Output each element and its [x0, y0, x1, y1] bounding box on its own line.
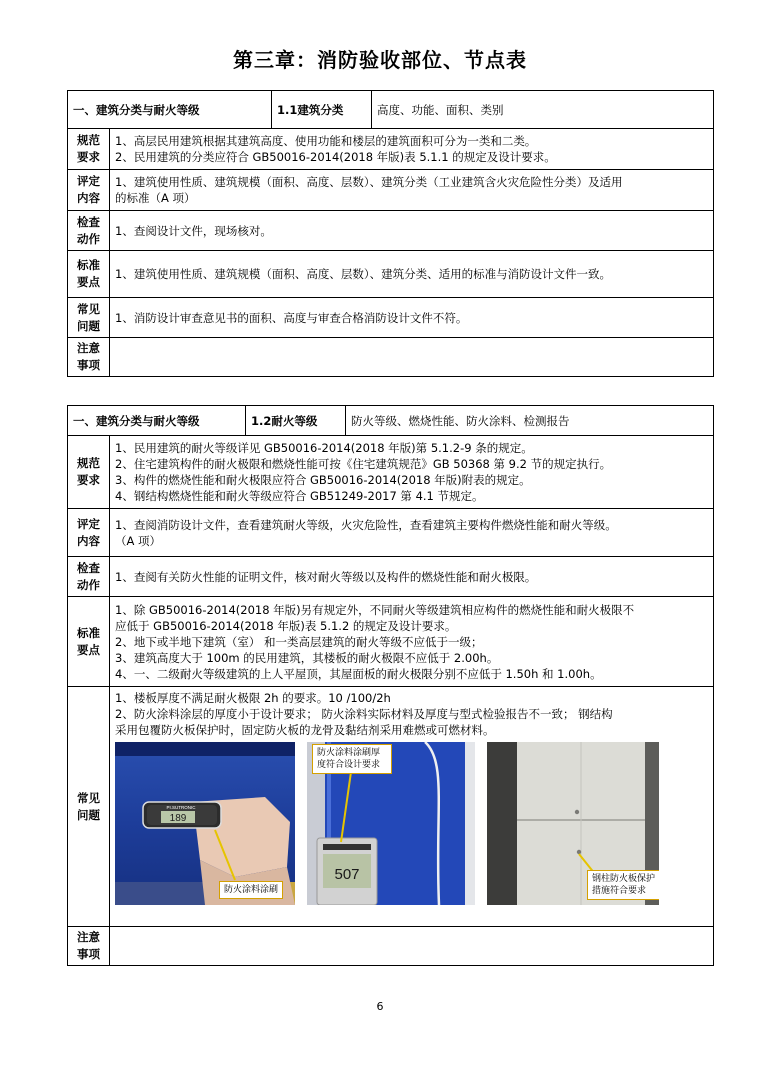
photo-strip: [115, 742, 708, 907]
table-row: [68, 557, 714, 597]
row-content: 1、除 GB50016-2014(2018 年版)另有规定外，不同耐火等级建筑相应构件的燃烧性能和耐火极限不 应低于 GB50016-2014(2018 年版)表 5.1.2 的规定及设计要求。 2、地下或半地下建筑（室） 和一类高层建筑的耐火等级不应低于一级； 3、建筑高度大于 100m 的民用建筑，其楼板的耐火极限不应低于 2.00h。 4、一、二级耐火等级建筑的上人平屋顶，其屋面板的耐火极限分别不应低于 1.50h 和 1.00h。: [110, 597, 714, 687]
row-content: 1、查阅有关防火性能的证明文件，核对耐火等级以及构件的燃烧性能和耐火极限。: [110, 557, 714, 597]
row-content: 1、查阅设计文件，现场核对。: [110, 211, 714, 251]
table-row: [68, 687, 714, 927]
photo-fireproof-board: [487, 742, 659, 905]
device-brand: PI.SUTRONIC: [166, 805, 196, 810]
table-row: [68, 170, 714, 211]
row-content: 1、民用建筑的耐火等级详见 GB50016-2014(2018 年版)第 5.1.2-9 条的规定。 2、住宅建筑构件的耐火极限和燃烧性能可按《住宅建筑规范》GB 50368 第 9.2 节的规定执行。 3、构件的燃烧性能和耐火极限应符合 GB50016-2014(2018 年版)附表的规定。 4、钢结构燃烧性能和耐火等级应符合 GB51249-2017 第 4.1 节规定。: [110, 436, 714, 509]
row-content: 1、建筑使用性质、建筑规模（面积、高度、层数）、建筑分类、适用的标准与消防设计文件一致。: [110, 251, 714, 298]
row-label: 常见 问题: [68, 298, 110, 338]
table-row: [68, 597, 714, 687]
row-label: 标准 要点: [68, 251, 110, 298]
keywords-cell: 防火等级、燃烧性能、防火涂料、检测报告: [346, 406, 714, 436]
page-title: 第三章：消防验收部位、节点表: [233, 48, 527, 72]
photo-callout: 钢柱防火板保护措施符合要求: [587, 870, 659, 900]
row-content: 1、查阅消防设计文件，查看建筑耐火等级，火灾危险性，查看建筑主要构件燃烧性能和耐火等级。 （A 项）: [110, 509, 714, 557]
category-cell: 一、建筑分类与耐火等级: [68, 91, 272, 129]
row-content: 1、楼板厚度不满足耐火极限 2h 的要求。10 /100/2h 2、防火涂料涂层的厚度小于设计要求； 防火涂料实际材料及厚度与型式检验报告不一致； 钢结构 采用包覆防火板保护时，固定防火板的龙骨及黏结剂采用难燃或可燃材料。 189 PI.SUTRONIC 防火涂料涂刷 507 防火涂料涂刷厚度符合设计要求 钢柱防火板保护措施符合要求: [110, 687, 714, 927]
table-row: [68, 298, 714, 338]
table-row: [68, 211, 714, 251]
table-header-row: [68, 91, 714, 129]
gauge-reading: 189: [169, 813, 187, 824]
row-label: 标准 要点: [68, 597, 110, 687]
photo-thickness-reading: [307, 742, 475, 905]
page-number: 6: [376, 1000, 384, 1013]
table-row: [68, 129, 714, 170]
row-label: 常见 问题: [68, 687, 110, 927]
row-content: 1、高层民用建筑根据其建筑高度、使用功能和楼层的建筑面积可分为一类和二类。 2、民用建筑的分类应符合 GB50016-2014(2018 年版)表 5.1.1 的规定及设计要求。: [110, 129, 714, 170]
row-label: 规范 要求: [68, 436, 110, 509]
table-fire-resistance: [67, 405, 714, 966]
photo-callout: 防火涂料涂刷: [219, 881, 283, 899]
item-cell: 1.2耐火等级: [246, 406, 346, 436]
gauge-reading: 507: [334, 866, 360, 883]
photo-callout: 防火涂料涂刷厚度符合设计要求: [312, 744, 392, 774]
table-header-row: [68, 406, 714, 436]
row-label: 评定 内容: [68, 509, 110, 557]
row-label: 注意 事项: [68, 927, 110, 966]
row-label: 检查 动作: [68, 211, 110, 251]
table-row: [68, 251, 714, 298]
row-label: 注意 事项: [68, 338, 110, 377]
row-content: 1、建筑使用性质、建筑规模（面积、高度、层数）、建筑分类（工业建筑含火灾危险性分类）及适用 的标准（A 项）: [110, 170, 714, 211]
item-cell: 1.1建筑分类: [272, 91, 372, 129]
row-content: [110, 927, 714, 966]
row-label: 检查 动作: [68, 557, 110, 597]
table-building-classification: [67, 90, 714, 377]
row-content: [110, 338, 714, 377]
table-row: [68, 338, 714, 377]
row-content: 1、消防设计审查意见书的面积、高度与审查合格消防设计文件不符。: [110, 298, 714, 338]
row-label: 评定 内容: [68, 170, 110, 211]
category-cell: 一、建筑分类与耐火等级: [68, 406, 246, 436]
keywords-cell: 高度、功能、面积、类别: [372, 91, 714, 129]
table-row: [68, 927, 714, 966]
table-row: [68, 509, 714, 557]
photo-coating-gauge: [115, 742, 295, 905]
table-row: [68, 436, 714, 509]
row-label: 规范 要求: [68, 129, 110, 170]
